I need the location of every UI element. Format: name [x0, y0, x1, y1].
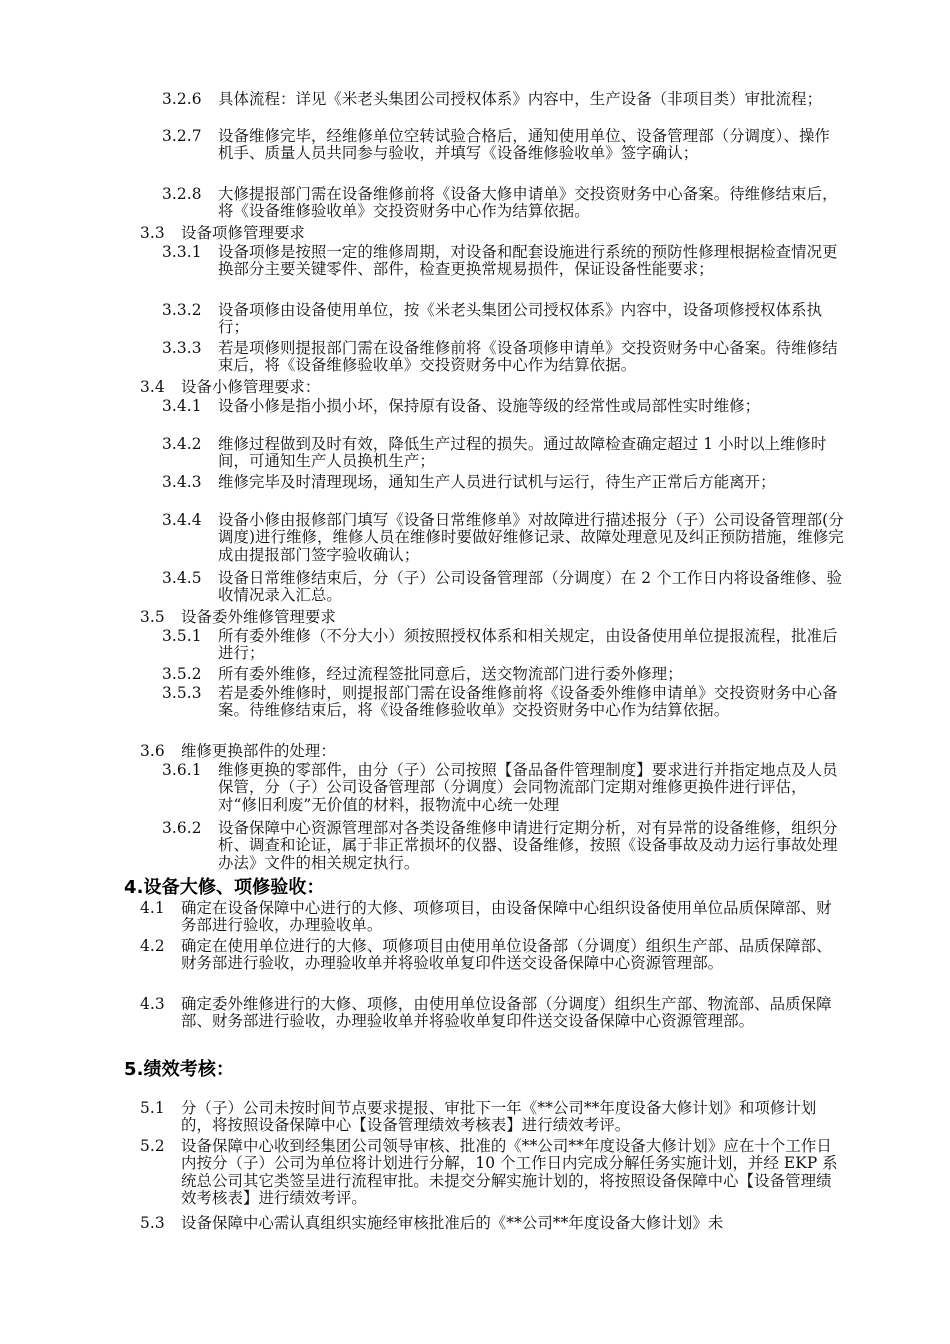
- clause-number: 3.4.2: [162, 435, 202, 453]
- clause-text: 所有委外维修，经过流程签批同意后，送交物流部门进行委外修理；: [218, 665, 683, 683]
- clause-number: 3.5.1: [162, 627, 202, 645]
- section-number: 4.2: [140, 937, 165, 955]
- clause-text: 设备小修由报修部门填写《设备日常维修单》对故障进行描述报分（子）公司设备管理部(分调度)进行维修，维修人员在维修时要做好维修记录、故障处理意见及纠正预防措施，维修完成由提报部门签字验收确认；: [218, 511, 844, 564]
- section-number: 3.3: [140, 224, 165, 242]
- clause-text: 所有委外维修（不分大小）须按照授权体系和相关规定，由设备使用单位提报流程，批准后进行；: [218, 627, 838, 663]
- section-number: 3.5: [140, 608, 165, 626]
- section-number: 3.4: [140, 378, 165, 396]
- heading-5: 5.绩效考核：: [124, 1059, 235, 1080]
- clause-text: 维修完毕及时清理现场，通知生产人员进行试机与运行，待生产正常后方能离开；: [218, 473, 776, 491]
- clause-text: 若是项修则提报部门需在设备维修前将《设备项修申请单》交投资财务中心备案。待维修结束后，将《设备维修验收单》交投资财务中心作为结算依据。: [218, 339, 838, 375]
- section-text: 分（子）公司未按时间节点要求提报、审批下一年《**公司**年度设备大修计划》和项修计划的，将按照设备保障中心【设备管理绩效考核表】进行绩效考评。: [181, 1099, 817, 1135]
- clause-number: 3.4.1: [162, 397, 202, 415]
- clause-number: 3.3.3: [162, 339, 202, 357]
- clause-number: 3.6.1: [162, 761, 202, 779]
- section-text: 设备保障中心收到经集团公司领导审核、批准的《**公司**年度设备大修计划》应在十个工作日内按分（子）公司为单位将计划进行分解，10 个工作日内完成分解任务实施计划，并经 EKP 系统总公司其它类签呈进行流程审批。未提交分解实施计划的，将按照设备保障中心【设备管理绩效考核表】进行绩效考评。: [181, 1137, 838, 1207]
- section-title: 设备委外维修管理要求: [181, 608, 336, 626]
- section-number: 5.3: [140, 1214, 165, 1232]
- clause-number: 3.5.3: [162, 684, 202, 702]
- clause-text: 设备日常维修结束后，分（子）公司设备管理部（分调度）在 2 个工作日内将设备维修、验收情况录入汇总。: [218, 569, 843, 605]
- clause-number: 3.6.2: [162, 819, 202, 837]
- clause-text: 设备项修是按照一定的维修周期，对设备和配套设施进行系统的预防性修理根据检查情况更换部分主要关键零件、部件，检查更换常规易损件，保证设备性能要求；: [218, 243, 838, 279]
- section-text: 设备保障中心需认真组织实施经审核批准后的《**公司**年度设备大修计划》未: [181, 1214, 724, 1232]
- section-number: 3.6: [140, 742, 165, 760]
- section-number: 5.1: [140, 1099, 165, 1117]
- clause-number: 3.4.5: [162, 569, 202, 587]
- section-text: 确定委外维修进行的大修、项修，由使用单位设备部（分调度）组织生产部、物流部、品质保障部、财务部进行验收，办理验收单并将验收单复印件送交设备保障中心资源管理部。: [181, 995, 832, 1031]
- clause-text: 维修过程做到及时有效，降低生产过程的损失。通过故障检查确定超过 1 小时以上维修时间，可通知生产人员换机生产；: [218, 435, 827, 471]
- clause-text: 设备维修完毕，经维修单位空转试验合格后，通知使用单位、设备管理部（分调度）、操作机手、质量人员共同参与验收，并填写《设备维修验收单》签字确认；: [218, 127, 830, 163]
- clause-number: 3.3.2: [162, 301, 202, 319]
- clause-number: 3.5.2: [162, 665, 202, 683]
- section-number: 4.1: [140, 899, 165, 917]
- clause-number: 3.2.8: [162, 185, 202, 203]
- clause-text: 设备小修是指小损小坏，保持原有设备、设施等级的经常性或局部性实时维修；: [218, 397, 761, 415]
- section-text: 确定在设备保障中心进行的大修、项修项目，由设备保障中心组织设备使用单位品质保障部、财务部进行验收，办理验收单。: [181, 899, 832, 935]
- heading-4: 4.设备大修、项修验收：: [124, 877, 325, 898]
- section-title: 维修更换部件的处理：: [181, 742, 336, 760]
- clause-number: 3.4.3: [162, 473, 202, 491]
- clause-text: 设备项修由设备使用单位，按《米老头集团公司授权体系》内容中，设备项修授权体系执行；: [218, 301, 823, 337]
- clause-number: 3.2.6: [162, 90, 202, 108]
- section-title: 设备小修管理要求：: [181, 378, 321, 396]
- clause-text: 具体流程：详见《米老头集团公司授权体系》内容中，生产设备（非项目类）审批流程；: [218, 90, 823, 108]
- section-text: 确定在使用单位进行的大修、项修项目由使用单位设备部（分调度）组织生产部、品质保障部、财务部进行验收，办理验收单并将验收单复印件送交设备保障中心资源管理部。: [181, 937, 832, 973]
- clause-text: 若是委外维修时，则提报部门需在设备维修前将《设备委外维修申请单》交投资财务中心备案。待维修结束后，将《设备维修验收单》交投资财务中心作为结算依据。: [218, 684, 838, 720]
- section-title: 设备项修管理要求: [181, 224, 305, 242]
- clause-text: 维修更换的零部件，由分（子）公司按照【备品备件管理制度】要求进行并指定地点及人员保管，分（子）公司设备管理部（分调度）会同物流部门定期对维修更换件进行评估，对“修旧利废”无价值的材料，报物流中心统一处理: [218, 761, 838, 814]
- section-number: 5.2: [140, 1137, 165, 1155]
- clause-text: 设备保障中心资源管理部对各类设备维修申请进行定期分析，对有异常的设备维修，组织分析、调查和论证，属于非正常损坏的仪器、设备维修，按照《设备事故及动力运行事故处理办法》文件的相关规定执行。: [218, 819, 838, 872]
- section-number: 4.3: [140, 995, 165, 1013]
- clause-number: 3.2.7: [162, 127, 202, 145]
- clause-text: 大修提报部门需在设备维修前将《设备大修申请单》交投资财务中心备案。待维修结束后，将《设备维修验收单》交投资财务中心作为结算依据。: [218, 185, 838, 221]
- clause-number: 3.3.1: [162, 243, 202, 261]
- clause-number: 3.4.4: [162, 511, 202, 529]
